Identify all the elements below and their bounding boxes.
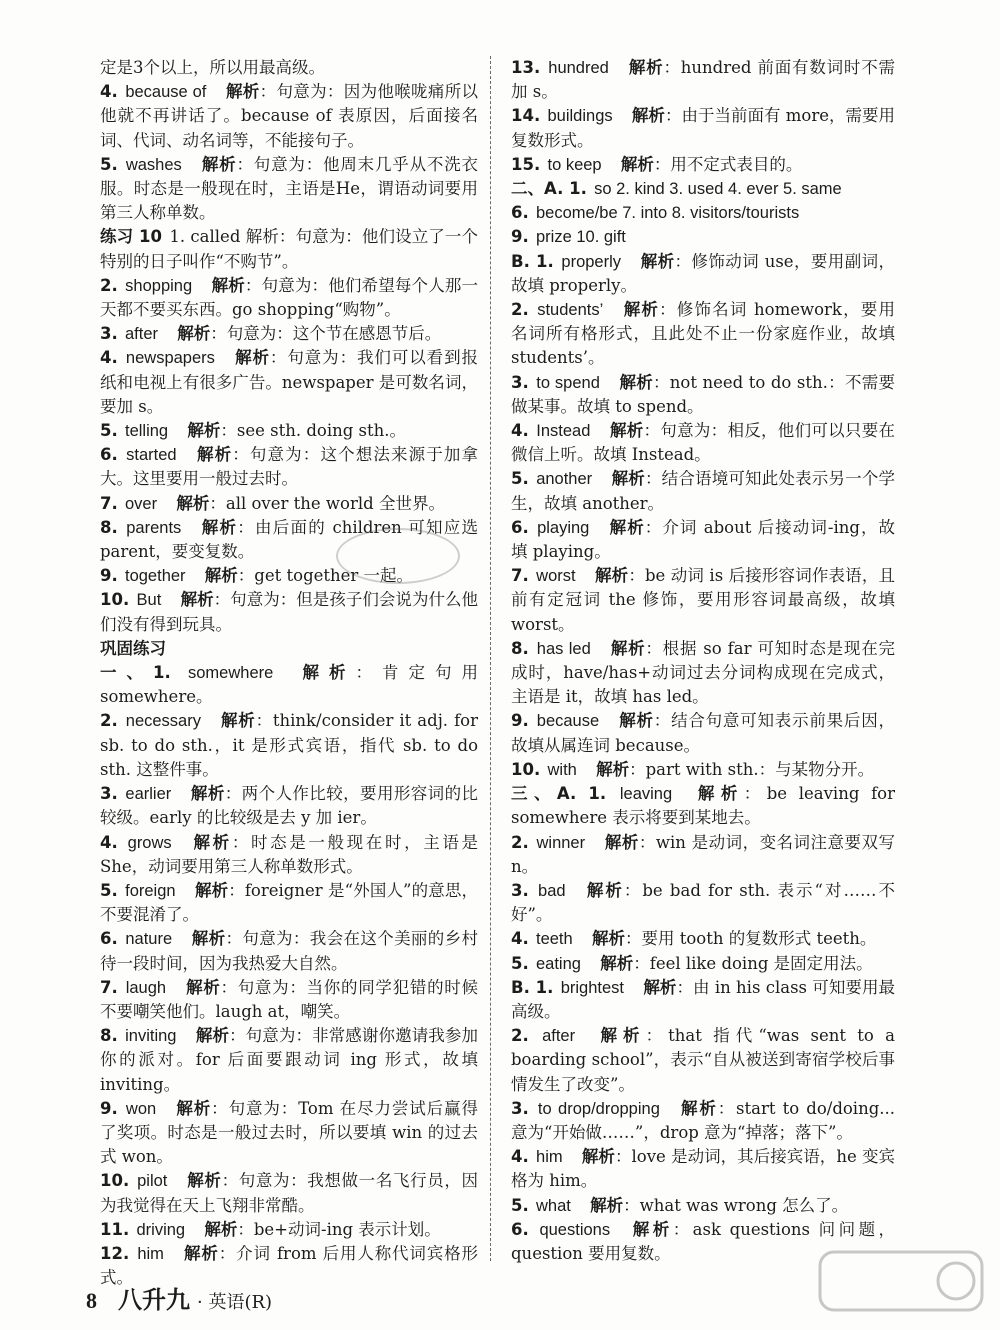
entry-num: 11. — [100, 1219, 130, 1239]
entry-ans: worst — [536, 567, 576, 586]
entry-text: ：be bad for sth. 表示“对……不好”。 — [511, 880, 896, 925]
answer-entry — [511, 637, 895, 710]
entry-num: 2. — [511, 1026, 529, 1046]
entry-text: ：see sth. doing sth.。 — [220, 421, 407, 441]
answer-entry — [511, 177, 895, 201]
answer-entry — [100, 661, 478, 709]
entry-kw: 解析 — [184, 1243, 219, 1263]
entry-text: ：get together 一起。 — [237, 566, 414, 586]
entry-ans: telling — [125, 422, 169, 441]
entry-text: ：句意为：我会在这个美丽的乡村待一段时间，因为我热爱大自然。 — [100, 929, 479, 973]
entry-kw: 解析 — [586, 880, 624, 900]
entry-ans: won — [125, 1099, 157, 1118]
entry-num: 4. — [511, 421, 529, 441]
answer-entry — [511, 371, 895, 419]
entry-num: 4. — [100, 832, 118, 852]
entry-num: 5. — [511, 1195, 529, 1215]
entry-text: ：that 指代“was sent to a boarding school”，表示“自从被送到寄宿学校后事情发生了改变”。 — [511, 1026, 896, 1094]
entry-kw: 解析 — [211, 275, 245, 295]
entry-kw: 解析 — [604, 832, 639, 852]
entry-ans: brightest — [560, 978, 625, 997]
entry-kw: 解析 — [180, 590, 214, 610]
entry-ans: somewhere — [188, 664, 274, 683]
answer-entry — [511, 782, 895, 830]
answer-entry — [100, 1218, 478, 1242]
page-footer — [86, 1280, 272, 1315]
entry-kw: 解析 — [581, 1147, 615, 1167]
answer-entry — [100, 322, 478, 346]
entry-kw: 解析 — [609, 517, 645, 537]
entry-num: 7. — [100, 977, 118, 997]
entry-kw: 解析 — [176, 1098, 212, 1118]
answer-entry — [511, 250, 895, 298]
answer-entry — [511, 976, 895, 1024]
entry-kw: 解析 — [221, 711, 256, 731]
entry-text: ：结合句意可知表示前果后因，故填从属连词 because。 — [511, 711, 895, 755]
entry-kw: 解析 — [590, 1195, 624, 1215]
answer-entry — [100, 782, 478, 830]
answer-entry — [511, 564, 895, 637]
entry-ans: together — [125, 567, 186, 586]
entry-kw: 解析 — [201, 517, 238, 537]
entry-num: 8. — [100, 1026, 118, 1046]
answer-entry — [511, 225, 895, 249]
subject-label: · 英语(R) — [197, 1292, 273, 1313]
entry-text: ：由后面的 children 可知应选 parent，要变复数。 — [100, 517, 479, 562]
answer-entry — [100, 80, 478, 153]
answer-entry — [511, 153, 895, 177]
entry-text: ：由 in his class 可知要用最高级。 — [511, 977, 896, 1021]
entry-kw: 解析 — [195, 1026, 230, 1046]
entry-ans: because — [536, 712, 600, 731]
answer-entry — [100, 1097, 478, 1170]
entry-num: 3. — [511, 372, 529, 392]
entry-text: ：介词 from 后用人称代词宾格形式。 — [100, 1243, 478, 1288]
entry-ans: But — [136, 591, 162, 610]
entry-text: ：foreigner 是“外国人”的意思，不要混淆了。 — [100, 880, 478, 925]
entry-num: 9. — [511, 711, 529, 731]
entry-ans: playing — [537, 518, 590, 537]
entry-num: 10. — [100, 590, 130, 610]
entry-text: ：love 是动词，其后接宾语，he 变宾格为 him。 — [511, 1147, 896, 1191]
answer-entry — [100, 419, 478, 443]
entry-text: ：句意为：他们希望每个人那一天都不要买东西。go shopping“购物”。 — [100, 275, 479, 320]
entry-num: 9. — [100, 1098, 118, 1118]
entry-num: 10. — [511, 759, 541, 779]
answer-entry — [511, 709, 895, 757]
entry-num: 3. — [100, 324, 118, 344]
entry-kw: 解析 — [176, 493, 210, 513]
entry-num: 2. — [100, 275, 118, 295]
entry-num: B. 1. — [511, 977, 554, 997]
entry-text: ：句意为：我想做一名飞行员，因为我觉得在天上飞翔非常酷。 — [100, 1171, 479, 1215]
entry-kw: 解析 — [596, 759, 630, 779]
answer-entry — [100, 56, 478, 80]
entry-num: 6. — [511, 203, 529, 223]
entry-text: ：feel like doing 是固定用法。 — [633, 953, 873, 973]
answer-entry — [511, 467, 895, 515]
entry-ans: laugh — [125, 978, 167, 997]
entry-num: B. 1. — [511, 251, 554, 271]
entry-ans: bad — [538, 881, 566, 900]
entry-text: ：两个人作比较，要用形容词的比较级。early 的比较级是去 y 加 ier。 — [100, 784, 478, 828]
entry-ans: parents — [126, 518, 182, 537]
entry-num: 3. — [100, 784, 118, 804]
answer-entry — [100, 443, 478, 491]
entry-ans: with — [547, 760, 577, 779]
entry-num: 3. — [511, 1098, 529, 1118]
entry-text: ：句意为：我们可以看到报纸和电视上有很多广告。newspaper 是可数名词，要加 s。 — [100, 348, 479, 416]
entry-kw: 解析 — [623, 300, 660, 320]
entry-text: ：be leaving for somewhere 表示将要到某地去。 — [511, 784, 896, 828]
entry-num: 4. — [100, 82, 118, 102]
entry-ans: students’ — [537, 301, 604, 320]
entry-num: 6. — [511, 1219, 529, 1239]
entry-kw: 解析 — [193, 832, 232, 852]
answer-entry — [100, 709, 478, 782]
answer-entry — [100, 492, 478, 516]
entry-text: ：介词 about 后接动词-ing，故填 playing。 — [511, 517, 896, 562]
entry-kw: 解析 — [620, 154, 654, 174]
answer-entry — [511, 56, 895, 104]
entry-text: ：句意为：相反，他们可以只要在微信上听。故填 Instead。 — [511, 421, 896, 465]
answer-entry — [100, 225, 478, 273]
entry-ans: because of — [125, 83, 207, 102]
entry-kw: 解析 — [631, 106, 665, 126]
answer-entry — [511, 879, 895, 927]
entry-ans: properly — [561, 252, 622, 271]
entry-text: 定是3个以上，所以用最高级。 — [100, 58, 325, 77]
entry-text: ：结合语境可知此处表示另一个学生，故填 another。 — [511, 469, 896, 513]
entry-ans: become/be 7. into 8. visitors/tourists — [536, 204, 800, 223]
entry-num: 15. — [511, 154, 541, 174]
entry-kw: 解析 — [177, 324, 211, 344]
entry-ans: to drop/dropping — [537, 1099, 660, 1118]
entry-num: 2. — [100, 711, 118, 731]
entry-num: 练习 10 — [100, 227, 162, 247]
entry-ans: foreign — [125, 881, 176, 900]
answer-entry — [100, 274, 478, 322]
entry-ans: over — [125, 494, 158, 513]
entry-kw: 解析 — [611, 469, 645, 489]
entry-num: 5. — [100, 154, 118, 174]
answer-entry — [100, 1169, 478, 1217]
answer-entry — [100, 1024, 478, 1097]
entry-text: ：修饰名词 homework，要用名词所有格形式，且此处不止一份家庭作业，故填 students’。 — [511, 300, 896, 368]
entry-ans: questions — [539, 1220, 611, 1239]
entry-kw: 解析 — [235, 348, 270, 368]
entry-num: 8. — [511, 638, 529, 658]
entry-kw: 解析 — [191, 929, 226, 949]
entry-num: 三、A. 1. — [511, 784, 607, 804]
entry-text: ：时态是一般现在时，主语是She，动词要用第三人称单数形式。 — [100, 832, 479, 876]
entry-text: ：句意为：但是孩子们会说为什么他们没有得到玩具。 — [100, 590, 479, 634]
entry-ans: so 2. kind 3. used 4. ever 5. same — [594, 180, 842, 199]
entry-kw: 解析 — [225, 82, 260, 102]
entry-kw: 解析 — [194, 880, 229, 900]
answer-entry — [100, 831, 478, 879]
answer-entry — [511, 927, 895, 951]
entry-text: ：be 动词 is 后接形容词作表语，且前有定冠词 the 修饰，要用形容词最高级，故填 worst。 — [511, 566, 895, 634]
answer-entry — [511, 831, 895, 879]
entry-num: 8. — [100, 517, 118, 537]
entry-ans: pilot — [137, 1172, 168, 1191]
entry-ans: prize 10. gift — [536, 228, 626, 247]
left-column — [100, 56, 478, 1290]
entry-ans: winner — [536, 833, 586, 852]
entry-ans: to spend — [536, 373, 600, 392]
entry-ans: buildings — [547, 107, 613, 126]
answer-entry — [511, 419, 895, 467]
answer-entry — [511, 1024, 895, 1097]
entry-text: ：句意为：这个节在感恩节后。 — [210, 324, 442, 344]
entry-num: 13. — [511, 58, 541, 77]
entry-kw: 解析 — [187, 1171, 222, 1191]
entry-text: ：句意为：当你的同学犯错的时候不要嘲笑他们。laugh at，嘲笑。 — [100, 977, 479, 1021]
answer-entry — [511, 104, 895, 152]
entry-num: 9. — [511, 227, 529, 247]
entry-ans: to keep — [547, 155, 602, 174]
entry-kw: 解析 — [594, 566, 629, 586]
entry-text: ：句意为：因为他喉咙痛所以他就不再讲话了。because of 表原因，后面接名词、代词、动名词等，不能接句子。 — [100, 82, 479, 150]
entry-ans: leaving — [619, 785, 673, 804]
entry-num: 14. — [511, 106, 541, 126]
entry-kw: 解析 — [196, 445, 233, 465]
entry-text: ：句意为：这个想法来源于加拿大。这里要用一般过去时。 — [100, 445, 479, 489]
entry-text: ：be+动词-ing 表示计划。 — [237, 1219, 441, 1239]
entry-kw: 解析 — [632, 1219, 673, 1239]
entry-ans: Instead — [536, 422, 591, 441]
entry-kw: 解析 — [619, 372, 654, 392]
entry-kw: 解析 — [600, 1026, 646, 1046]
entry-kw: 解析 — [697, 784, 744, 804]
entry-num: 7. — [100, 493, 118, 513]
entry-ans: earlier — [125, 785, 172, 804]
entry-kw: 解析 — [204, 566, 238, 586]
answer-entry — [511, 1194, 895, 1218]
entry-num: 5. — [100, 421, 118, 441]
entry-kw: 解析 — [186, 977, 221, 997]
entry-text: ：start to do/doing... 意为“开始做……”，drop 意为“掉落；落下”。 — [511, 1098, 896, 1142]
entry-ans: eating — [536, 954, 581, 973]
entry-ans: washes — [125, 155, 182, 174]
entry-ans: driving — [136, 1220, 186, 1239]
answer-entry — [511, 952, 895, 976]
entry-text: ：part with sth.：与某物分开。 — [629, 759, 875, 779]
answer-entry — [100, 588, 478, 636]
answer-entry — [100, 879, 478, 927]
entry-ans: hundred — [548, 59, 609, 77]
entry-ans: teeth — [536, 930, 573, 949]
entry-kw: 解析 — [640, 251, 675, 271]
answer-entry — [511, 758, 895, 782]
entry-text: ：hundred 前面有数词时不需加 s。 — [511, 58, 896, 102]
answer-entry — [100, 346, 478, 419]
entry-num: 6. — [100, 445, 118, 465]
entry-kw: 解析 — [610, 638, 646, 658]
entry-kw: 解析 — [643, 977, 677, 997]
stamp-mark — [336, 528, 460, 584]
answer-entry — [100, 927, 478, 975]
entry-text: 1. called 解析：句意为：他们设立了一个特别的日子叫作“不购节”。 — [100, 227, 478, 271]
entry-text: ：修饰动词 use，要用副词，故填 properly。 — [511, 251, 896, 295]
entry-ans: shopping — [125, 276, 193, 295]
entry-text: ：what was wrong 怎么了。 — [623, 1195, 849, 1215]
entry-num: 5. — [511, 469, 529, 489]
watermark-logo — [816, 1246, 986, 1320]
answer-entry — [100, 637, 478, 661]
entry-text: ：win 是动词，变名词注意要双写 n。 — [511, 832, 896, 876]
entry-num: 3. — [511, 880, 529, 900]
entry-text: ：not need to do sth.：不需要做某事。故填 to spend。 — [511, 372, 896, 416]
entry-text: ：用不定式表目的。 — [653, 154, 803, 174]
entry-text: ：think/consider it adj. for sb. to do sth.，it 是形式宾语，指代 sb. to do sth. 这整件事。 — [100, 711, 479, 779]
entry-text: ：句意为：非常感谢你邀请我参加你的派对。for 后面要跟动词 ing 形式，故填 inviting。 — [100, 1026, 479, 1094]
watermark-icon — [816, 1246, 986, 1316]
entry-text: ：ask questions 问问题，question 要用复数。 — [511, 1219, 896, 1263]
answer-entry — [511, 1145, 895, 1193]
entry-ans: after — [542, 1027, 576, 1046]
entry-num: 7. — [511, 566, 529, 586]
entry-ans: him — [137, 1244, 164, 1263]
entry-text: ：肯定句用 somewhere。 — [100, 663, 479, 707]
entry-text: ：要用 tooth 的复数形式 teeth。 — [624, 929, 877, 949]
page-number: 8 — [86, 1288, 97, 1313]
answer-entry — [511, 516, 895, 564]
entry-ans: what — [536, 1196, 571, 1215]
entry-kw: 解析 — [628, 58, 664, 77]
answer-entry — [511, 1097, 895, 1145]
answer-entry — [100, 976, 478, 1024]
entry-kw: 解析 — [600, 953, 634, 973]
entry-kw: 解析 — [190, 784, 225, 804]
answer-entry — [511, 298, 895, 371]
entry-kw: 解析 — [187, 421, 221, 441]
entry-ans: him — [536, 1148, 563, 1167]
entry-text: ：根据 so far 可知时态是现在完成时，have/has+动词过去分词构成现在完成式，主语是 it，故填 has led。 — [511, 638, 895, 707]
entry-kw: 解析 — [204, 1219, 238, 1239]
answer-entry — [511, 201, 895, 225]
entry-kw: 解析 — [302, 663, 356, 683]
entry-ans: necessary — [125, 712, 201, 731]
entry-ans: grows — [127, 833, 172, 852]
entry-num: 4. — [511, 1147, 529, 1167]
entry-ans: inviting — [125, 1027, 177, 1046]
entry-num: 一、1. — [100, 663, 171, 683]
entry-num: 12. — [100, 1243, 130, 1263]
entry-text: ：句意为：Tom 在尽力尝试后赢得了奖项。时态是一般过去时，所以要填 win 的过去式 won。 — [100, 1098, 478, 1167]
entry-ans: newspapers — [125, 349, 215, 368]
entry-kw: 解析 — [201, 154, 237, 174]
entry-num: 二、A. 1. — [511, 179, 587, 199]
answer-entry — [100, 153, 478, 226]
entry-num: 2. — [511, 300, 529, 320]
entry-ans: after — [125, 325, 159, 344]
entry-kw: 解析 — [619, 711, 654, 731]
entry-num: 5. — [511, 953, 529, 973]
right-column — [511, 56, 895, 1266]
entry-num: 4. — [511, 929, 529, 949]
entry-num: 6. — [511, 517, 529, 537]
entry-num: 9. — [100, 566, 118, 586]
entry-kw: 解析 — [681, 1098, 718, 1118]
entry-text: ：句意为：他周末几乎从不洗衣服。时态是一般现在时，主语是He，谓语动词要用第三人称单数。 — [100, 154, 479, 223]
entry-ans: another — [536, 470, 593, 489]
entry-kw: 解析 — [609, 421, 644, 441]
entry-text: ：由于当前面有 more，需要用复数形式。 — [511, 106, 896, 150]
entry-num: 6. — [100, 929, 118, 949]
entry-ans: started — [126, 446, 177, 465]
entry-kw: 解析 — [591, 929, 625, 949]
entry-ans: nature — [125, 930, 173, 949]
entry-num: 4. — [100, 348, 118, 368]
entry-num: 2. — [511, 832, 529, 852]
entry-text: ：all over the world 全世界。 — [209, 493, 445, 513]
entry-num: 巩固练习 — [100, 638, 166, 658]
book-title: 八升九 — [118, 1286, 190, 1314]
entry-ans: has led — [536, 639, 591, 658]
entry-num: 5. — [100, 880, 118, 900]
column-divider — [490, 56, 491, 1261]
entry-num: 10. — [100, 1171, 130, 1191]
